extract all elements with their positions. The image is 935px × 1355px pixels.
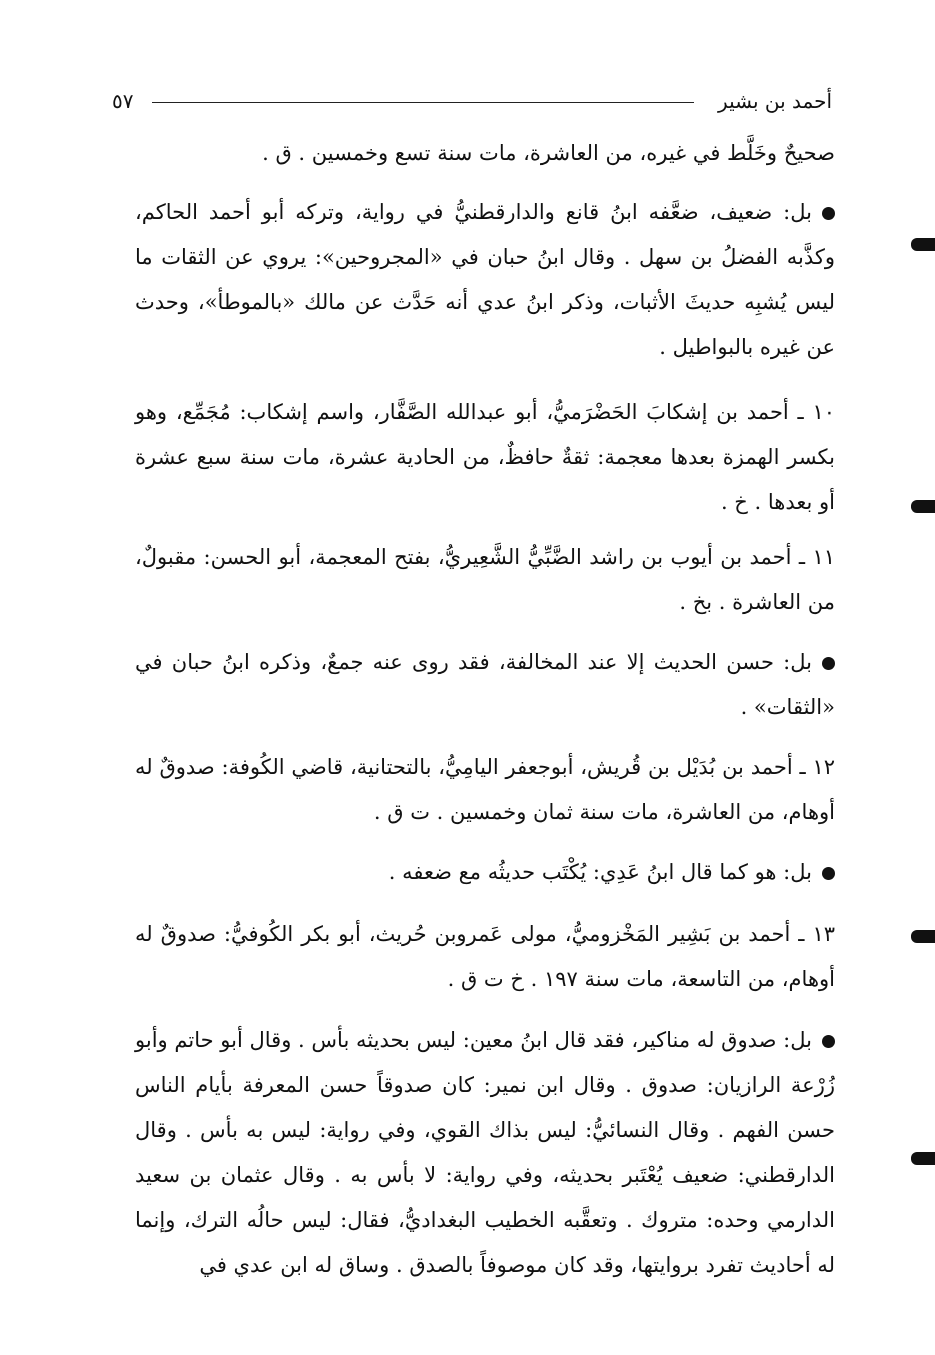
page-number: ٥٧ <box>112 89 134 113</box>
margin-marker <box>911 1152 935 1165</box>
margin-marker <box>911 500 935 513</box>
paragraph-text: بل: حسن الحديث إلا عند المخالفة، فقد روى عنه جمعٌ، وذكره ابنُ حبان في «الثقات» . <box>135 650 835 719</box>
entry-paragraph <box>135 535 835 625</box>
paragraph-text: صحيحٌ وخَلَّط في غيره، من العاشرة، مات سنة تسع وخمسين . ق . <box>262 141 835 165</box>
note-paragraph <box>135 190 835 370</box>
paragraph-text: بل: صدوق له مناكير، فقد قال ابنُ معين: ليس بحديثه بأس . وقال أبو حاتم وأبو زُرْعة الرازيان: صدوق . وقال ابن نمير: كان صدوقاً حسن المعرفة بأيام الناس حسن الفهم . وقال النسائيُّ: ليس بذاك القوي، وفي رواية: ليس به بأس . وقال الدارقطني: ضعيف يُعْتَبر بحديثه، وفي رواية: لا بأس به . وقال عثمان بن سعيد الدارمي وحده: متروك . وتعقَّبه الخطيب البغداديُّ، فقال: ليس حالُه الترك، وإنما له أحاديث تفرد بروايتها، وقد كان موصوفاً بالصدق . وساق له ابن عدي في <box>135 1028 835 1277</box>
paragraph-text: ١١ ـ أحمد بن أيوب بن راشد الضَّبِّيُّ الشَّعِيريُّ، بفتح المعجمة، أبو الحسن: مقبولٌ، من العاشرة . بخ . <box>135 545 835 614</box>
entry-paragraph <box>135 912 835 1002</box>
running-header <box>112 88 832 118</box>
header-rule <box>152 102 694 103</box>
bullet-icon <box>822 1035 835 1048</box>
bullet-icon <box>822 657 835 670</box>
paragraph-text: بل: ضعيف، ضعَّفه ابنُ قانع والدارقطنيُّ في رواية، وتركه أبو أحمد الحاكم، وكذَّبه الفضلُ بن سهل . وقال ابنُ حبان في «المجروحين»: يروي عن الثقات ما ليس يُشبِه حديثَ الأثبات، وذكر ابنُ عدي أنه حَدَّث عن مالك «بالموطأ»، وحدث عن غيره بالبواطيل . <box>135 200 835 359</box>
margin-marker <box>911 930 935 943</box>
entry-paragraph <box>135 745 835 835</box>
paragraph-text: ١٠ ـ أحمد بن إشكابَ الحَضْرَميُّ، أبو عبدالله الصَّفَّار، واسم إشكاب: مُجَمِّع، وهو بكسر الهمزة بعدها معجمة: ثقةٌ حافظٌ، من الحادية عشرة، مات سنة سبع عشرة أو بعدها . خ . <box>135 400 835 514</box>
note-paragraph <box>135 640 835 730</box>
paragraph-text: ١٢ ـ أحمد بن بُدَيْل بن قُريش، أبوجعفر اليامِيُّ، بالتحتانية، قاضي الكُوفة: صدوقٌ له أوهام، من العاشرة، مات سنة ثمان وخمسين . ت ق . <box>135 755 835 824</box>
margin-marker <box>911 238 935 251</box>
bullet-icon <box>822 207 835 220</box>
running-title: أحمد بن بشير <box>718 89 832 113</box>
bullet-icon <box>822 867 835 880</box>
paragraph-text: بل: هو كما قال ابنُ عَدِي: يُكْتَب حديثُه مع ضعفه . <box>388 860 812 884</box>
entry-paragraph <box>135 390 835 525</box>
paragraph-text: ١٣ ـ أحمد بن بَشِير المَخْزوميُّ، مولى عَمروبن حُريث، أبو بكر الكُوفيُّ: صدوقٌ له أوهام، من التاسعة، مات سنة ١٩٧ . خ ت ق . <box>135 922 835 991</box>
note-paragraph <box>135 850 835 895</box>
continuation-paragraph <box>135 131 835 176</box>
note-paragraph <box>135 1018 835 1288</box>
